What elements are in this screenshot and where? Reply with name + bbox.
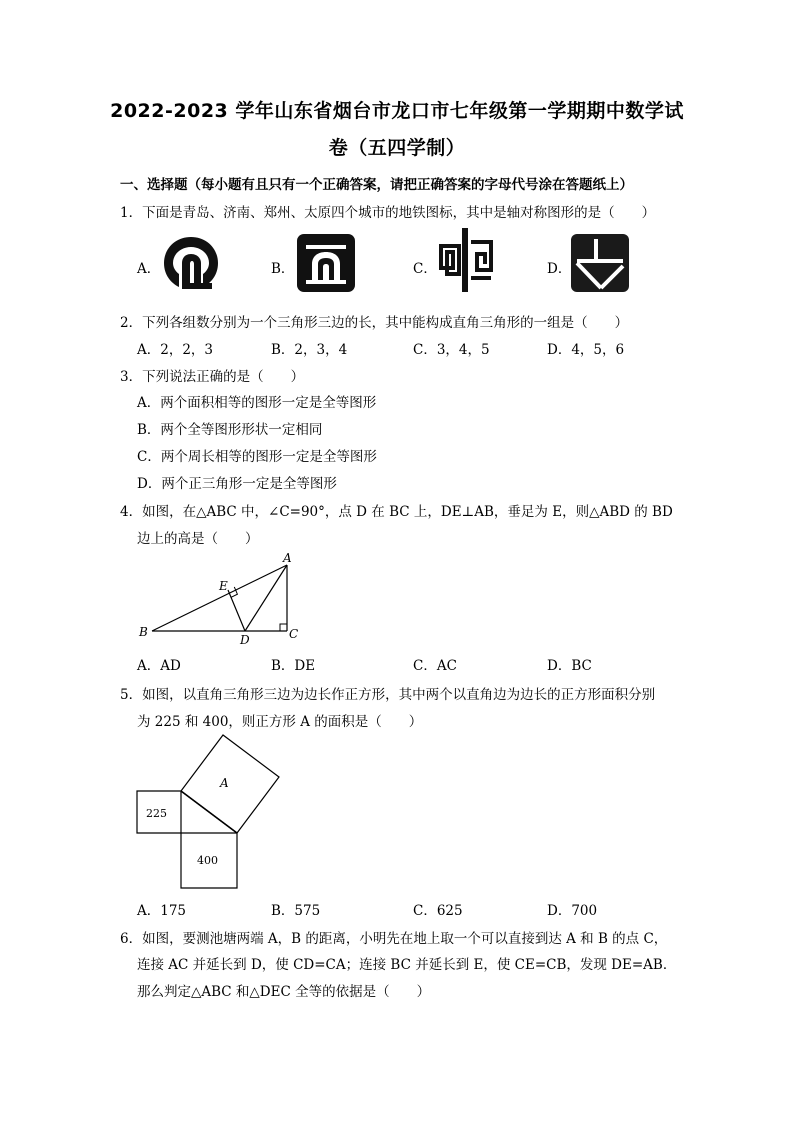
- page-title-line-1: 2022-2023 学年山东省烟台市龙口市七年级第一学期期中数学试: [110, 100, 684, 122]
- question-5-line-1: 5．如图，以直角三角形三边为边长作正方形，其中两个以直角边为边长的正方形面积分别: [120, 687, 656, 703]
- q1-option-a-label: A．: [137, 261, 161, 277]
- q1-option-d-label: D．: [547, 261, 572, 277]
- qingdao-metro-icon: [160, 233, 222, 291]
- q4-option-b: B．DE: [271, 658, 316, 674]
- section-heading: 一、选择题（每小题有且只有一个正确答案，请把正确答案的字母代号涂在答题纸上）: [120, 177, 633, 193]
- triangle-abc-figure: [130, 550, 310, 650]
- square-225-label: 225: [146, 807, 167, 820]
- q3-statement-c: C．两个周长相等的图形一定是全等图形: [137, 449, 377, 465]
- label-d: D: [240, 633, 250, 647]
- question-1-text: 1．下面是青岛、济南、郑州、太原四个城市的地铁图标，其中是轴对称图形的是（ ）: [120, 205, 656, 221]
- question-5-line-2: 为 225 和 400，则正方形 A 的面积是（ ）: [137, 714, 423, 730]
- square-a-label: A: [220, 776, 229, 790]
- q3-statement-b: B．两个全等图形形状一定相同: [137, 422, 323, 438]
- q2-option-c: C．3，4，5: [413, 342, 490, 358]
- q1-option-c-label: C．: [413, 261, 437, 277]
- page-title-line-2: 卷（五四学制）: [328, 137, 466, 159]
- question-6-line-1: 6．如图，要测池塘两端 A，B 的距离，小明先在地上取一个可以直接到达 A 和 B 的点 C，: [120, 931, 668, 947]
- question-4-line-1: 4．如图，在△ABC 中，∠C=90°，点 D 在 BC 上，DE⊥AB，垂足为 E，则△ABD 的 BD: [120, 504, 673, 520]
- question-6-line-3: 那么判定△ABC 和△DEC 全等的依据是（ ）: [137, 984, 431, 1000]
- label-e: E: [219, 579, 228, 593]
- square-400-label: 400: [197, 854, 218, 867]
- label-b: B: [139, 625, 148, 639]
- question-2-text: 2．下列各组数分别为一个三角形三边的长，其中能构成直角三角形的一组是（ ）: [120, 315, 629, 331]
- q4-option-a: A．AD: [137, 658, 181, 674]
- q2-option-d: D．4，5，6: [547, 342, 625, 358]
- q5-option-d: D．700: [547, 903, 598, 919]
- q3-statement-d: D．两个正三角形一定是全等图形: [137, 476, 337, 492]
- taiyuan-metro-icon: [571, 234, 629, 292]
- zhengzhou-metro-icon: [437, 228, 495, 292]
- q4-option-d: D．BC: [547, 658, 592, 674]
- q5-option-b: B．575: [271, 903, 321, 919]
- q2-option-b: B．2，3，4: [271, 342, 348, 358]
- q5-option-c: C．625: [413, 903, 463, 919]
- q4-option-c: C．AC: [413, 658, 457, 674]
- label-c: C: [289, 627, 299, 641]
- question-4-line-2: 边上的高是（ ）: [137, 531, 259, 547]
- question-3-text: 3．下列说法正确的是（ ）: [120, 369, 305, 385]
- squares-figure: [130, 728, 290, 893]
- jinan-metro-icon: [297, 234, 355, 292]
- q2-option-a: A．2，2，3: [137, 342, 214, 358]
- label-a: A: [283, 551, 292, 565]
- question-6-line-2: 连接 AC 并延长到 D，使 CD=CA；连接 BC 并延长到 E，使 CE=CB，发现 DE=AB．: [137, 957, 677, 973]
- q3-statement-a: A．两个面积相等的图形一定是全等图形: [137, 395, 377, 411]
- q1-option-b-label: B．: [271, 261, 295, 277]
- q5-option-a: A．175: [137, 903, 187, 919]
